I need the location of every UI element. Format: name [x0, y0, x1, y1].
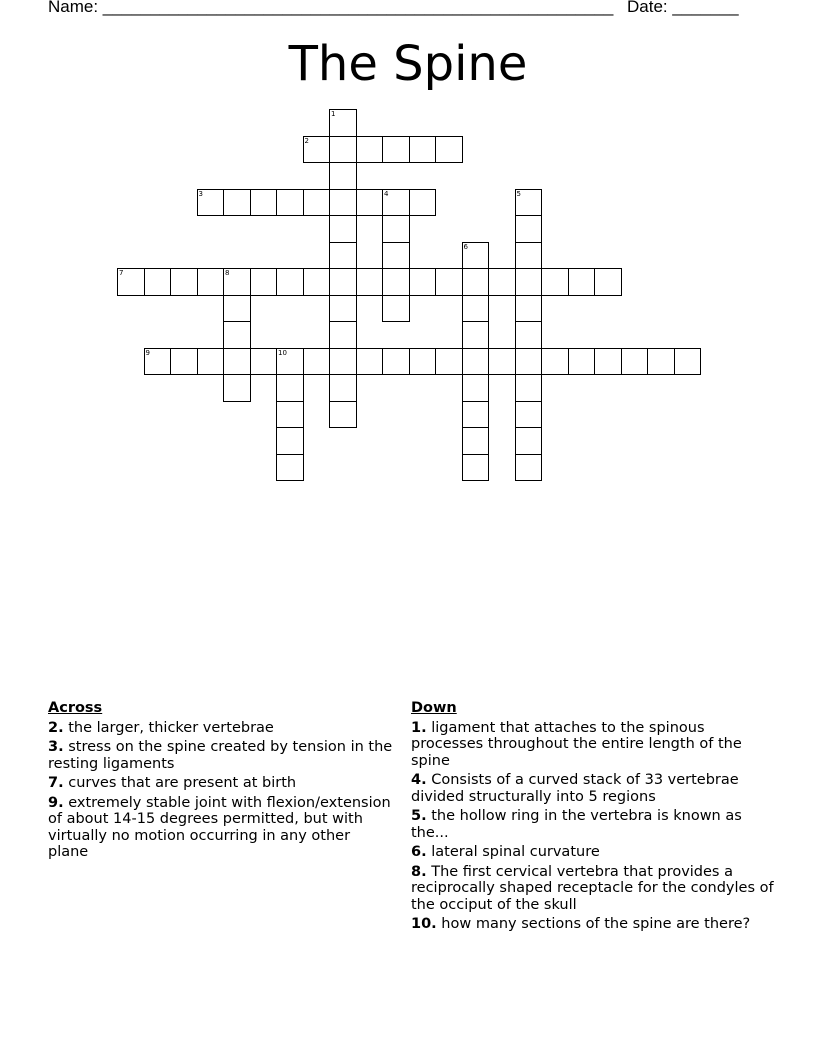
crossword-cell[interactable] [462, 242, 490, 270]
crossword-cell[interactable] [488, 268, 516, 296]
across-heading: Across [48, 700, 103, 716]
crossword-cell[interactable] [515, 427, 543, 455]
cell-number: 3 [198, 189, 203, 198]
crossword-cell[interactable] [303, 268, 331, 296]
crossword-cell[interactable] [356, 189, 384, 217]
clue-text: how many sections of the spine are there? [441, 916, 751, 932]
clue-down-8 [411, 864, 776, 914]
crossword-cell[interactable] [223, 374, 251, 402]
clue-text: ligament that attaches to the spinous processes throughout the entire length of the spine [411, 719, 742, 769]
clue-number: 5. [411, 808, 427, 824]
crossword-cell[interactable] [250, 268, 278, 296]
crossword-cell[interactable] [594, 348, 622, 376]
crossword-cell[interactable] [276, 268, 304, 296]
crossword-cell[interactable] [276, 374, 304, 402]
cell-number: 9 [145, 348, 150, 357]
crossword-cell[interactable] [329, 215, 357, 243]
crossword-cell[interactable] [435, 268, 463, 296]
clue-number: 4. [411, 772, 427, 788]
crossword-cell[interactable] [409, 268, 437, 296]
crossword-cell[interactable] [462, 454, 490, 482]
crossword-cell[interactable] [197, 189, 225, 217]
crossword-cell[interactable] [515, 374, 543, 402]
clue-text: the hollow ring in the vertebra is known as the... [411, 808, 742, 841]
cell-number: 5 [516, 189, 521, 198]
crossword-cell[interactable] [462, 401, 490, 429]
crossword-cell[interactable] [117, 268, 145, 296]
crossword-cell[interactable] [303, 348, 331, 376]
crossword-cell[interactable] [541, 268, 569, 296]
crossword-cell[interactable] [409, 136, 437, 164]
across-clues [48, 700, 393, 864]
crossword-cell[interactable] [303, 189, 331, 217]
clue-down-6 [411, 844, 776, 861]
crossword-cell[interactable] [435, 136, 463, 164]
down-clues [411, 700, 776, 936]
crossword-cell[interactable] [488, 348, 516, 376]
crossword-cell[interactable] [197, 348, 225, 376]
clue-text: extremely stable joint with flexion/extension of about 14-15 degrees permitted, but with virtually no motion occurring in any other plane [48, 794, 391, 860]
clue-down-10 [411, 916, 776, 933]
date-field[interactable]: Date: _______ [627, 0, 739, 16]
cell-number: 8 [225, 269, 230, 277]
crossword-cell[interactable] [409, 189, 437, 217]
crossword-cell[interactable] [435, 348, 463, 376]
clue-across-9 [48, 795, 393, 861]
crossword-cell[interactable] [382, 348, 410, 376]
clue-text: stress on the spine created by tension in the resting ligaments [48, 739, 393, 772]
clue-down-4 [411, 772, 776, 805]
crossword-cell[interactable] [594, 268, 622, 296]
crossword-cell[interactable] [329, 109, 357, 137]
crossword-cell[interactable] [276, 427, 304, 455]
crossword-cell[interactable] [276, 401, 304, 429]
crossword-cell[interactable] [462, 295, 490, 323]
crossword-cell[interactable] [144, 268, 172, 296]
crossword-cell[interactable] [356, 348, 384, 376]
cell-number: 1 [331, 110, 336, 118]
crossword-cell[interactable] [223, 189, 251, 217]
name-field[interactable]: Name: ______________________________________________________ [48, 0, 614, 16]
clue-number: 10. [411, 916, 437, 932]
clue-down-1 [411, 720, 776, 770]
crossword-cell[interactable] [568, 268, 596, 296]
clue-text: Consists of a curved stack of 33 vertebrae divided structurally into 5 regions [411, 772, 739, 805]
crossword-cell[interactable] [515, 189, 543, 217]
clue-across-2 [48, 720, 393, 737]
crossword-cell[interactable] [515, 321, 543, 349]
crossword-cell[interactable] [409, 348, 437, 376]
crossword-cell[interactable] [170, 348, 198, 376]
crossword-cell[interactable] [250, 348, 278, 376]
crossword-cell[interactable] [223, 295, 251, 323]
crossword-cell[interactable] [223, 268, 251, 296]
crossword-cell[interactable] [462, 374, 490, 402]
crossword-cell[interactable] [515, 242, 543, 270]
crossword-cell[interactable] [170, 268, 198, 296]
cell-number: 10 [278, 348, 287, 357]
crossword-cell[interactable] [329, 295, 357, 323]
page-title: The Spine [288, 36, 528, 92]
clue-number: 2. [48, 719, 64, 736]
crossword-cell[interactable] [329, 321, 357, 349]
crossword-cell[interactable] [276, 454, 304, 482]
clue-number: 7. [48, 775, 64, 791]
crossword-cell[interactable] [462, 348, 490, 376]
crossword-cell[interactable] [515, 295, 543, 323]
clue-number: 6. [411, 844, 427, 860]
clue-number: 3. [48, 739, 64, 755]
crossword-cell[interactable] [303, 136, 331, 164]
down-heading: Down [411, 700, 457, 716]
cell-number: 2 [304, 136, 309, 145]
clue-text: The first cervical vertebra that provides a reciprocally shaped receptacle for the condyles of the occiput of the skull [411, 863, 774, 913]
clue-number: 8. [411, 863, 427, 880]
crossword-cell[interactable] [356, 268, 384, 296]
clue-across-7 [48, 775, 393, 792]
crossword-cell[interactable] [329, 401, 357, 429]
crossword-grid [0, 0, 816, 500]
cell-number: 6 [463, 242, 468, 251]
crossword-cell[interactable] [674, 348, 702, 376]
clue-number: 1. [411, 719, 427, 736]
clue-down-5 [411, 808, 776, 841]
crossword-cell[interactable] [541, 348, 569, 376]
clue-text: lateral spinal curvature [431, 844, 600, 860]
crossword-cell[interactable] [197, 268, 225, 296]
clue-across-3 [48, 739, 393, 772]
crossword-cell[interactable] [382, 268, 410, 296]
crossword-cell[interactable] [647, 348, 675, 376]
crossword-cell[interactable] [276, 348, 304, 376]
crossword-cell[interactable] [329, 348, 357, 376]
cell-number: 4 [384, 189, 389, 198]
crossword-cell[interactable] [329, 162, 357, 190]
crossword-cell[interactable] [144, 348, 172, 376]
crossword-cell[interactable] [223, 321, 251, 349]
clue-text: curves that are present at birth [68, 775, 297, 791]
crossword-cell[interactable] [515, 268, 543, 296]
crossword-cell[interactable] [462, 268, 490, 296]
crossword-cell[interactable] [462, 321, 490, 349]
crossword-cell[interactable] [382, 189, 410, 217]
crossword-cell[interactable] [356, 136, 384, 164]
crossword-cell[interactable] [250, 189, 278, 217]
crossword-cell[interactable] [382, 136, 410, 164]
crossword-cell[interactable] [382, 242, 410, 270]
crossword-cell[interactable] [223, 348, 251, 376]
crossword-cell[interactable] [329, 374, 357, 402]
crossword-cell[interactable] [329, 136, 357, 164]
crossword-cell[interactable] [329, 268, 357, 296]
cell-number: 7 [119, 269, 124, 277]
crossword-cell[interactable] [621, 348, 649, 376]
clue-number: 9. [48, 794, 64, 811]
crossword-cell[interactable] [515, 454, 543, 482]
crossword-cell[interactable] [515, 348, 543, 376]
crossword-cell[interactable] [329, 189, 357, 217]
crossword-cell[interactable] [329, 242, 357, 270]
crossword-cell[interactable] [276, 189, 304, 217]
crossword-cell[interactable] [382, 295, 410, 323]
crossword-cell[interactable] [568, 348, 596, 376]
crossword-cell[interactable] [382, 215, 410, 243]
crossword-cell[interactable] [462, 427, 490, 455]
crossword-cell[interactable] [515, 401, 543, 429]
clue-text: the larger, thicker vertebrae [68, 719, 274, 736]
crossword-cell[interactable] [515, 215, 543, 243]
